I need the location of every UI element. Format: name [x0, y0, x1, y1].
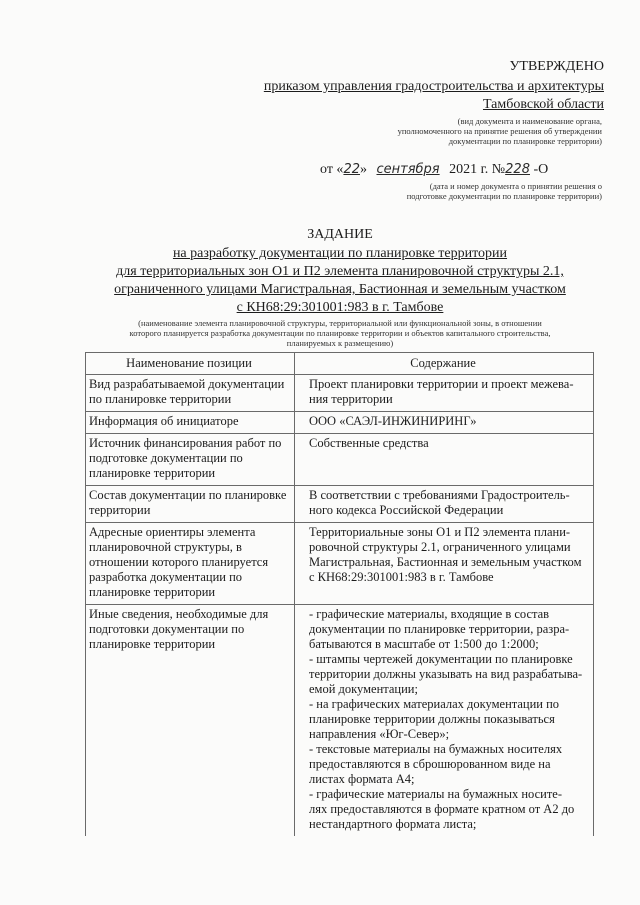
issuer-note-1: (вид документа и наименование органа,	[457, 116, 602, 126]
table-row	[86, 523, 594, 605]
position-content-line: нестандартного формата листа;	[309, 817, 477, 831]
position-content-line: Собственные средства	[309, 436, 429, 450]
doc-number: 228	[505, 162, 530, 177]
date-note-1: (дата и номер документа о принятии решения о	[429, 181, 602, 191]
position-content-cell	[295, 486, 594, 523]
issuer-note-3: документации по планировке территории)	[448, 136, 602, 146]
position-name-line: территории	[89, 503, 151, 517]
date-note-2: подготовке документации по планировке территории)	[406, 191, 602, 201]
position-name-cell	[86, 486, 295, 523]
position-content-line: с КН68:29:301001:983 в г. Тамбове	[309, 570, 494, 584]
col-header-content: Содержание	[295, 353, 594, 375]
position-name-line: разработка документации по	[89, 570, 243, 584]
position-content-line: Магистральная, Бастионная и земельным участком	[309, 555, 582, 569]
task-title: ЗАДАНИЕ	[307, 227, 373, 242]
position-content-line: планировке территории должны показываться	[309, 712, 555, 726]
date-prefix: от «	[320, 162, 344, 177]
position-content-line: направления «Юг-Север»;	[309, 727, 450, 741]
issuer-line-2: Тамбовской области	[482, 97, 604, 112]
position-content-line: ООО «САЭЛ-ИНЖИНИРИНГ»	[309, 414, 477, 428]
position-name-line: планировке территории	[89, 466, 216, 480]
position-name-cell	[86, 375, 295, 412]
position-content-cell	[295, 375, 594, 412]
position-content-line: - текстовые материалы на бумажных носителях	[309, 742, 563, 756]
position-content-line: ния территории	[309, 392, 393, 406]
position-content-line: - графические материалы, входящие в состав	[309, 607, 550, 621]
position-name-line: планировке территории	[89, 637, 216, 651]
position-name-line: подготовке документации по	[89, 451, 243, 465]
position-content-cell	[295, 412, 594, 434]
position-name-cell	[86, 523, 295, 605]
position-content-line: ровочной структуры 2.1, ограниченного улицами	[309, 540, 571, 554]
position-content-line: ного кодекса Российской Федерации	[309, 503, 504, 517]
position-content-line: территории должны указывать на вид разрабатыва-	[309, 667, 583, 681]
position-content-cell	[295, 523, 594, 605]
date-mid: »	[359, 162, 367, 177]
position-name-line: Информация об инициаторе	[89, 414, 239, 428]
position-name-line: Состав документации по планировке	[89, 488, 287, 502]
position-content-line: листах формата А4;	[309, 772, 415, 786]
position-content-line: лях предоставляются в формате кратном от А2 до	[309, 802, 575, 816]
doc-suffix: -О	[533, 162, 549, 177]
task-note-3: планируемых к размещению)	[286, 338, 394, 348]
issuer-note-2: уполномоченного на принятие решения об утверждении	[397, 126, 602, 136]
position-name-line: планировочной структуры, в	[89, 540, 242, 554]
position-name-line: Источник финансирования работ по	[89, 436, 282, 450]
position-content-line: батываются в масштабе от 1:500 до 1:2000;	[309, 637, 539, 651]
position-content-line: В соответствии с требованиями Градостроитель-	[309, 488, 570, 502]
position-name-line: подготовки документации по	[89, 622, 245, 636]
table-body	[86, 375, 594, 837]
task-note-1: (наименование элемента планировочной структуры, территориальной или функциональной зоны, в отношении	[138, 318, 542, 328]
table-header-row	[86, 353, 594, 375]
position-name-line: отношении которого планируется	[89, 555, 269, 569]
table-row	[86, 375, 594, 412]
position-content-line: документации по планировке территории, разра-	[309, 622, 570, 636]
position-content-cell	[295, 434, 594, 486]
table-row	[86, 412, 594, 434]
date-month: сентября	[376, 162, 440, 177]
position-content-line: емой документации;	[309, 682, 418, 696]
task-line-1: на разработку документации по планировке территории	[172, 246, 508, 261]
position-name-cell	[86, 412, 295, 434]
issuer-line-1: приказом управления градостроительства и архитектуры	[263, 79, 604, 94]
position-name-line: Адресные ориентиры элемента	[89, 525, 256, 539]
task-line-3: ограниченного улицами Магистральная, Бастионная и земельным участком	[114, 282, 566, 297]
date-year: 2021 г. №	[449, 162, 506, 177]
table-row	[86, 486, 594, 523]
approval-date-line	[320, 161, 548, 178]
position-name-line: Иные сведения, необходимые для	[89, 607, 269, 621]
task-table	[85, 352, 594, 836]
position-content-line: Проект планировки территории и проект межева-	[309, 377, 574, 391]
position-content-line: - графические материалы на бумажных носите-	[309, 787, 563, 801]
table-row	[86, 605, 594, 837]
task-note-2: которого планируется разработка документации по планировке территории и объектов капитального строительства,	[129, 328, 551, 338]
position-name-cell	[86, 434, 295, 486]
position-content-line: - на графических материалах документации по	[309, 697, 560, 711]
position-name-line: Вид разрабатываемой документации	[89, 377, 285, 391]
position-name-cell	[86, 605, 295, 837]
position-name-line: по планировке территории	[89, 392, 232, 406]
position-content-cell	[295, 605, 594, 837]
position-name-line: планировке территории	[89, 585, 216, 599]
col-header-name: Наименование позиции	[86, 353, 295, 375]
task-line-4: с КН68:29:301001:983 в г. Тамбове	[236, 300, 444, 315]
position-content-line: Территориальные зоны О1 и П2 элемента плани-	[309, 525, 571, 539]
task-line-2: для территориальных зон О1 и П2 элемента планировочной структуры 2.1,	[116, 264, 564, 279]
date-day: 22	[343, 162, 360, 177]
position-content-line: - штампы чертежей документации по планировке	[309, 652, 573, 666]
approval-title: УТВЕРЖДЕНО	[509, 59, 604, 74]
table-row	[86, 434, 594, 486]
position-content-line: предоставляются в сброшюрованном виде на	[309, 757, 551, 771]
